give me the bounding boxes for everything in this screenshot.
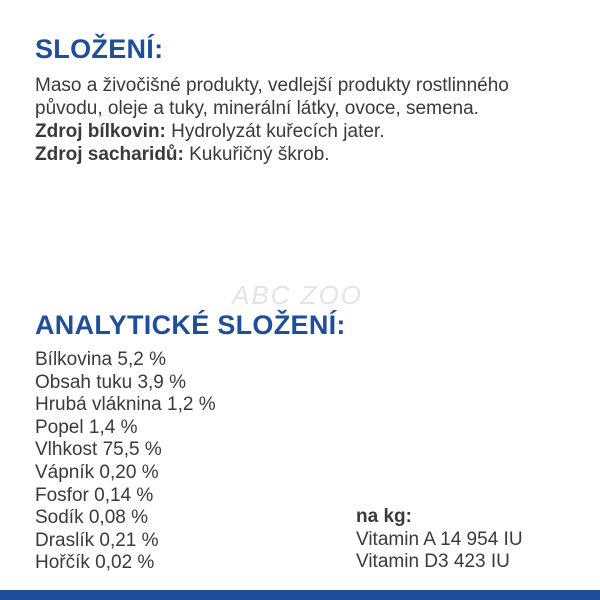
vitamins-block (356, 506, 523, 574)
vitamin-list (356, 529, 523, 574)
nutrient-list (35, 349, 216, 575)
nutrient-item: Popel 1,4 % (35, 416, 138, 438)
carb-source-label: Zdroj sacharidů: (35, 144, 184, 165)
composition-heading: SLOŽENÍ: (35, 34, 164, 64)
analytical-heading: ANALYTICKÉ SLOŽENÍ: (35, 310, 346, 340)
nutrient-item: Obsah tuku 3,9 % (35, 371, 187, 393)
nutrient-item: Vlhkost 75,5 % (35, 439, 162, 461)
carb-source-line (35, 143, 575, 166)
nutrient-item: Draslík 0,21 % (35, 529, 159, 551)
composition-text (35, 74, 575, 166)
nutrient-item: Fosfor 0,14 % (35, 484, 154, 506)
nutrient-item: Hořčík 0,02 % (35, 552, 155, 574)
nutrient-item: Hrubá vláknina 1,2 % (35, 394, 216, 416)
nutrient-item: Bílkovina 5,2 % (35, 349, 166, 370)
ingredients-text: Maso a živočišné produkty, vedlejší produkty rostlinného původu, oleje a tuky, minerální látky, ovoce, semena. (35, 75, 509, 119)
vitamin-item: Vitamin A 14 954 IU (356, 528, 523, 550)
nutrient-item: Vápník 0,20 % (35, 461, 159, 483)
protein-source-line (35, 120, 575, 143)
carb-source-value: Kukuřičný škrob. (183, 144, 330, 165)
bottom-bar (0, 590, 600, 600)
protein-source-value: Hydrolyzát kuřecích jater. (165, 121, 385, 142)
watermark: ABC ZOO (232, 280, 364, 310)
vitamin-item: Vitamin D3 423 IU (356, 551, 510, 573)
protein-source-label: Zdroj bílkovin: (35, 121, 166, 142)
nutrient-item: Sodík 0,08 % (35, 507, 149, 529)
per-kg-label: na kg: (356, 506, 412, 527)
